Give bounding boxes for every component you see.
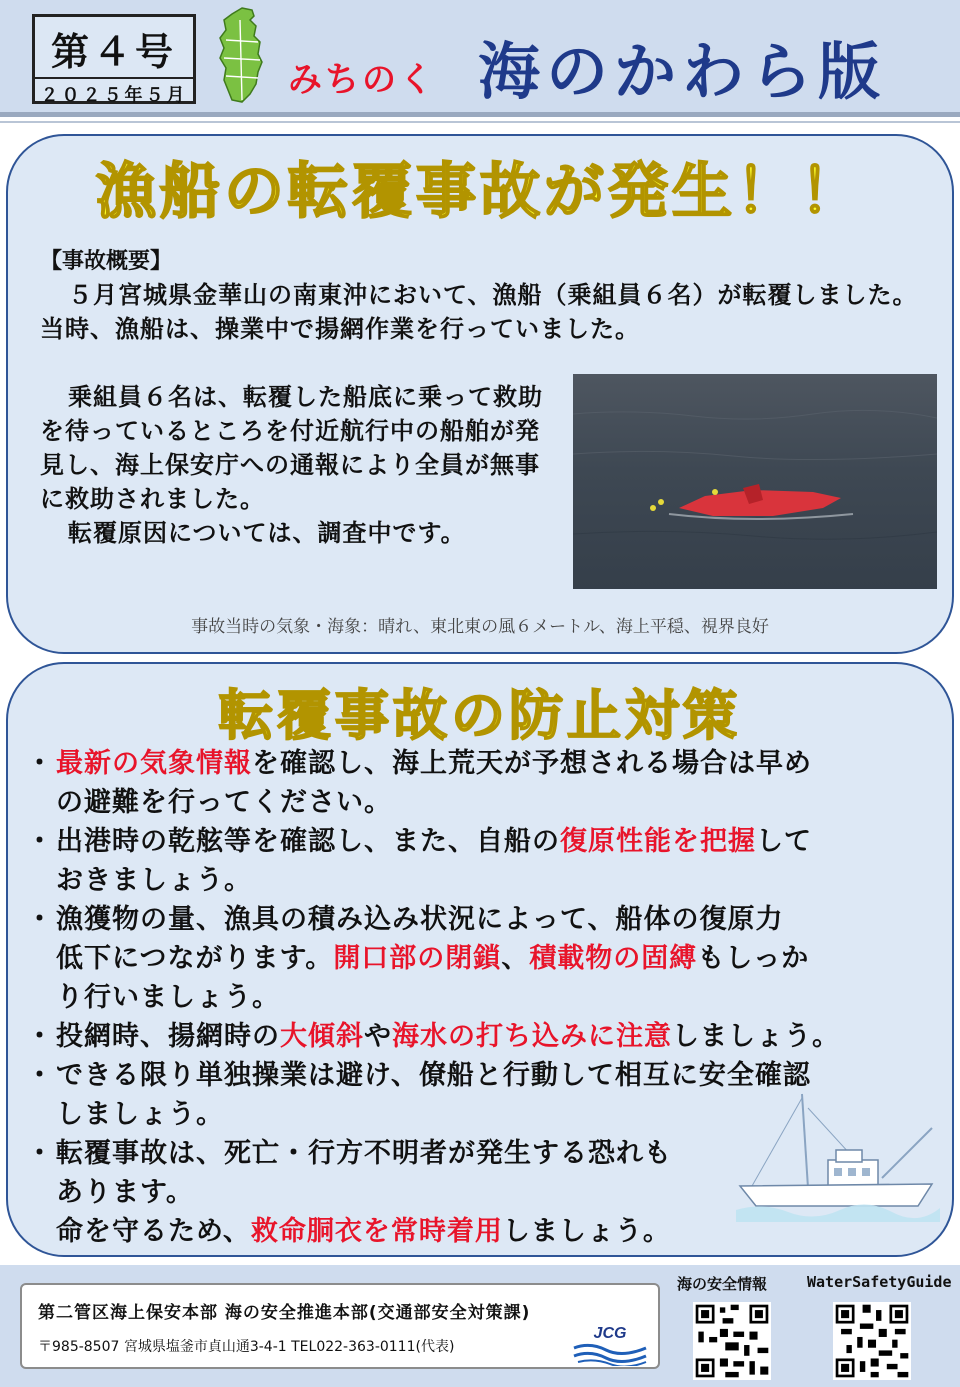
bullet: ・ [26, 826, 54, 857]
list-item [26, 744, 936, 822]
list-item-line [56, 744, 936, 783]
list-item-line: あります。 [56, 1177, 194, 1208]
cause-text: 転覆原因については、調査中です。 [68, 519, 466, 547]
list-item-line: しましょう。 [56, 1099, 224, 1130]
list-item-line: り行いましょう。 [56, 982, 280, 1013]
list-item [26, 900, 936, 1017]
highlight-text: 大傾斜 [280, 1021, 364, 1052]
list-item-line: おきましょう。 [56, 865, 252, 896]
list-item [26, 1017, 936, 1056]
organization-name: 第二管区海上保安本部 海の安全推進本部(交通部安全対策課) [38, 1303, 531, 1323]
list-item-text: や [364, 1021, 392, 1052]
issue-divider [35, 77, 193, 79]
list-item-text: を確認し、海上荒天が予想される場合は早め [252, 748, 812, 779]
highlight-text: 最新の気象情報 [56, 748, 252, 779]
fishing-boat-icon [732, 1088, 942, 1228]
tohoku-map-icon [212, 6, 270, 106]
issue-number: 第４号 [50, 30, 177, 74]
accident-headline: 漁船の転覆事故が発生！！ [96, 157, 864, 227]
jcg-logo-text: JCG [593, 1325, 627, 1342]
contact-box [20, 1283, 660, 1369]
measures-headline: 転覆事故の防止対策 [219, 684, 741, 747]
capsized-boat-photo [573, 374, 937, 589]
list-item-text: 命を守るため、 [56, 1216, 251, 1247]
list-item-text: しましょう。 [672, 1021, 840, 1052]
list-item-line: できる限り単独操業は避け、僚船と行動して相互に安全確認 [56, 1060, 811, 1091]
rescue-block [40, 380, 550, 550]
list-item-text: 低下につながります。 [56, 943, 334, 974]
qr-label-safety-info: 海の安全情報 [677, 1275, 768, 1293]
bullet: ・ [26, 1138, 54, 1169]
jcg-logo-icon [570, 1322, 650, 1366]
rescue-text: 乗組員６名は、転覆した船底に乗って救助を待っているところを付近航行中の船舶が発見し、海上保安庁への通報により全員が無事に救助されました。 [40, 383, 543, 513]
highlight-text: 海水の打ち込みに注意 [392, 1021, 672, 1052]
title-main: 海のかわら版 [478, 35, 887, 108]
list-item-line: の避難を行ってください。 [56, 787, 392, 818]
title-small: みちのく [288, 60, 436, 100]
list-item [26, 822, 936, 900]
list-item-line: 漁獲物の量、漁具の積み込み状況によって、船体の復原力 [56, 904, 784, 935]
bullet: ・ [26, 748, 54, 779]
qr-code-icon[interactable] [833, 1302, 911, 1380]
bullet: ・ [26, 1060, 54, 1091]
summary-label: 【事故概要】 [40, 249, 173, 274]
qr-label-water-safety-guide: WaterSafetyGuide [807, 1273, 952, 1291]
list-item-line: 転覆事故は、死亡・行方不明者が発生する恐れも [56, 1138, 672, 1169]
list-item-text: もしっか [697, 943, 810, 974]
highlight-text: 復原性能を把握 [560, 826, 756, 857]
qr-code-icon[interactable] [693, 1302, 771, 1380]
list-item-line [56, 1017, 936, 1056]
header-divider-thin [0, 121, 960, 123]
highlight-text: 積載物の固縛 [529, 943, 698, 974]
list-item-line [56, 939, 936, 978]
weather-conditions: 事故当時の気象・海象：晴れ、東北東の風６メートル、海上平穏、視界良好 [191, 617, 769, 637]
list-item-text: 、 [501, 943, 530, 974]
highlight-text: 開口部の閉鎖 [333, 943, 502, 974]
list-item-line [56, 822, 936, 861]
photo-scene [573, 374, 937, 589]
organization-address: 〒985-8507 宮城県塩釜市貞山通3-4-1 TEL022-363-0111(代表) [38, 1339, 455, 1355]
list-item-text: して [756, 826, 812, 857]
header-divider [0, 112, 960, 117]
highlight-text: 救命胴衣を常時着用 [250, 1216, 503, 1247]
bullet: ・ [26, 1021, 54, 1052]
issue-date: ２０２５年５月 [40, 85, 188, 106]
issue-badge [32, 14, 196, 104]
list-item-text: しましょう。 [502, 1216, 671, 1247]
summary-text: ５月宮城県金華山の南東沖において、漁船（乗組員６名）が転覆しました。当時、漁船は、操業中で揚網作業を行っていました。 [40, 281, 918, 343]
bullet: ・ [26, 904, 54, 935]
list-item-text: 出港時の乾舷等を確認し、また、自船の [56, 826, 560, 857]
list-item-text: 投網時、揚網時の [56, 1021, 280, 1052]
